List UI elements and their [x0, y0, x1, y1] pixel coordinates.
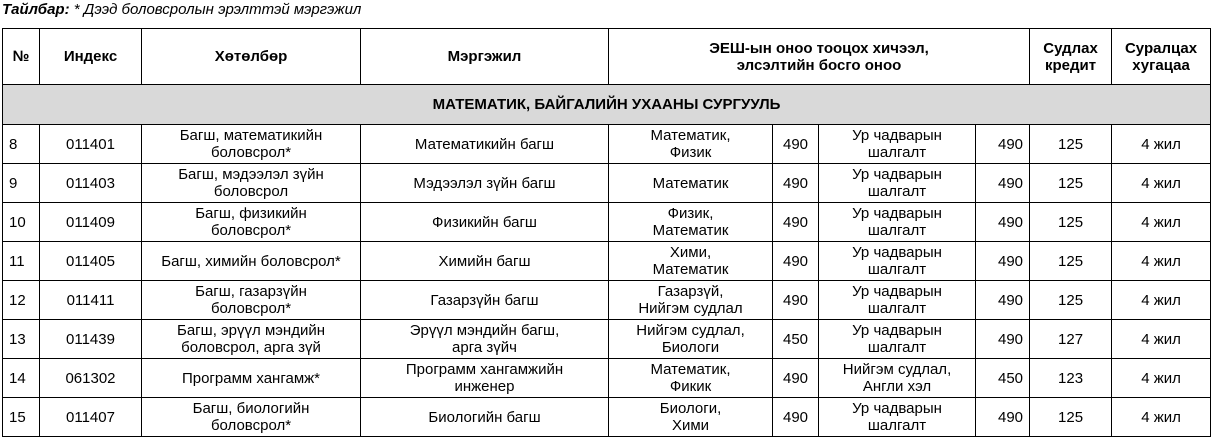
- cell-program: [142, 320, 361, 359]
- cell-skill-score: 490: [976, 281, 1030, 320]
- cell-major-line: Биологийн багш: [428, 408, 541, 426]
- cell-credit: 125: [1030, 242, 1112, 281]
- cell-skill-score: 490: [976, 164, 1030, 203]
- cell-index: 011405: [40, 242, 142, 281]
- cell-major-line: инженер: [454, 378, 515, 395]
- cell-major: [361, 359, 609, 398]
- cell-major-line: Химийн багш: [438, 252, 531, 270]
- cell-skill-subject-line: шалгалт: [867, 261, 927, 278]
- cell-credit: 125: [1030, 203, 1112, 242]
- cell-duration: 4 жил: [1112, 125, 1211, 164]
- cell-exam-subject-line: Газарзүй,: [657, 283, 724, 300]
- cell-exam-subject: [609, 203, 773, 242]
- cell-skill-subject: [819, 281, 976, 320]
- cell-exam-subject-line: Хими: [671, 417, 710, 434]
- table-row: [3, 320, 1211, 359]
- cell-program: [142, 125, 361, 164]
- cell-program-line: боловсрол*: [210, 300, 292, 317]
- header-credit-line1: Судлах: [1043, 39, 1098, 57]
- header-duration-line1: Суралцах: [1124, 39, 1198, 57]
- cell-duration: 4 жил: [1112, 281, 1211, 320]
- header-credit-line2: кредит: [1044, 56, 1097, 74]
- header-major: Мэргэжил: [361, 29, 609, 85]
- cell-index: 061302: [40, 359, 142, 398]
- cell-exam-score: 490: [773, 125, 819, 164]
- cell-program-line: Багш, математикийн: [179, 127, 323, 144]
- header-row: [3, 29, 1211, 85]
- cell-exam-subject-line: Математик: [652, 174, 729, 192]
- cell-program-line: Багш, эрүүл мэндийн: [177, 322, 325, 339]
- cell-exam-score: 490: [773, 164, 819, 203]
- header-index: Индекс: [40, 29, 142, 85]
- cell-major-line: Физикийн багш: [432, 213, 537, 231]
- cell-index: 011439: [40, 320, 142, 359]
- cell-program-line: боловсрол*: [210, 144, 292, 161]
- cell-program-line: Багш, мэдээлэл зүйн: [178, 166, 324, 183]
- cell-program: [142, 242, 361, 281]
- cell-skill-score: 490: [976, 398, 1030, 437]
- cell-skill-subject-line: Англи хэл: [862, 378, 932, 395]
- cell-skill-subject: [819, 359, 976, 398]
- header-exam-line1: ЭЕШ-ын оноо тооцох хичээл,: [709, 39, 929, 57]
- cell-index: 011401: [40, 125, 142, 164]
- cell-program-line: Багш, химийн боловсрол*: [161, 252, 341, 270]
- cell-skill-score: 490: [976, 242, 1030, 281]
- cell-exam-subject: [609, 281, 773, 320]
- cell-exam-subject-line: Математик,: [650, 127, 731, 144]
- cell-exam-subject: [609, 125, 773, 164]
- cell-exam-subject-line: Математик,: [650, 361, 731, 378]
- cell-program-line: Багш, газарзүйн: [195, 283, 307, 300]
- legend-label: Тайлбар:: [2, 1, 70, 18]
- cell-exam-subject: [609, 164, 773, 203]
- cell-exam-subject-line: Математик: [652, 222, 729, 239]
- cell-major-line: Газарзүйн багш: [430, 291, 539, 309]
- cell-credit: 125: [1030, 125, 1112, 164]
- cell-credit: 123: [1030, 359, 1112, 398]
- cell-exam-subject-line: Физик,: [667, 205, 714, 222]
- cell-duration: 4 жил: [1112, 320, 1211, 359]
- header-program: Хөтөлбөр: [142, 29, 361, 85]
- header-duration-line2: хугацаа: [1132, 56, 1190, 74]
- cell-skill-subject-line: Ур чадварын: [852, 244, 942, 261]
- cell-major: [361, 281, 609, 320]
- cell-program-line: боловсрол: [213, 183, 289, 200]
- cell-no: 15: [3, 398, 40, 437]
- cell-program-line: Программ хангамж*: [181, 369, 321, 387]
- cell-index: 011409: [40, 203, 142, 242]
- cell-exam-score: 490: [773, 242, 819, 281]
- cell-skill-subject-line: шалгалт: [867, 339, 927, 356]
- cell-major-line: арга зүйч: [452, 339, 517, 356]
- cell-major-line: Математикийн багш: [414, 135, 555, 153]
- header-duration: [1112, 29, 1211, 85]
- cell-credit: 127: [1030, 320, 1112, 359]
- cell-program: [142, 203, 361, 242]
- cell-exam-subject: [609, 242, 773, 281]
- cell-skill-subject-line: Ур чадварын: [852, 127, 942, 144]
- cell-skill-subject-line: Ур чадварын: [852, 322, 942, 339]
- cell-program-line: боловсрол*: [210, 222, 292, 239]
- header-exam-line2: элсэлтийн босго оноо: [736, 56, 902, 74]
- cell-skill-subject-line: Ур чадварын: [852, 400, 942, 417]
- cell-credit: 125: [1030, 398, 1112, 437]
- cell-skill-subject: [819, 164, 976, 203]
- cell-program-line: боловсрол*: [210, 417, 292, 434]
- cell-exam-score: 450: [773, 320, 819, 359]
- cell-major: [361, 203, 609, 242]
- cell-major-line: Эрүүл мэндийн багш,: [409, 322, 560, 339]
- cell-no: 12: [3, 281, 40, 320]
- cell-skill-subject-line: Нийгэм судлал,: [842, 361, 952, 378]
- cell-credit: 125: [1030, 164, 1112, 203]
- cell-program: [142, 359, 361, 398]
- cell-major: [361, 125, 609, 164]
- cell-index: 011403: [40, 164, 142, 203]
- cell-exam-score: 490: [773, 398, 819, 437]
- table-row: [3, 281, 1211, 320]
- cell-skill-subject: [819, 242, 976, 281]
- cell-program-line: боловсрол, арга зүй: [181, 339, 321, 356]
- cell-skill-subject-line: Ур чадварын: [852, 205, 942, 222]
- cell-skill-subject-line: шалгалт: [867, 417, 927, 434]
- table-row: [3, 203, 1211, 242]
- table-row: [3, 125, 1211, 164]
- cell-exam-subject: [609, 320, 773, 359]
- table-row: [3, 359, 1211, 398]
- cell-duration: 4 жил: [1112, 203, 1211, 242]
- cell-program: [142, 398, 361, 437]
- cell-skill-subject: [819, 125, 976, 164]
- cell-exam-score: 490: [773, 281, 819, 320]
- table-row: [3, 164, 1211, 203]
- cell-exam-subject-line: Нийгэм судлал: [638, 300, 743, 317]
- cell-skill-score: 490: [976, 320, 1030, 359]
- cell-exam-score: 490: [773, 203, 819, 242]
- cell-exam-subject-line: Физик: [669, 144, 712, 161]
- cell-exam-subject: [609, 359, 773, 398]
- section-title: МАТЕМАТИК, БАЙГАЛИЙН УХААНЫ СУРГУУЛЬ: [3, 85, 1211, 125]
- cell-duration: 4 жил: [1112, 242, 1211, 281]
- cell-exam-subject: [609, 398, 773, 437]
- cell-skill-score: 490: [976, 125, 1030, 164]
- cell-skill-subject-line: шалгалт: [867, 300, 927, 317]
- cell-program: [142, 281, 361, 320]
- cell-major: [361, 242, 609, 281]
- cell-index: 011407: [40, 398, 142, 437]
- table-row: [3, 398, 1211, 437]
- cell-exam-subject-line: Фикик: [669, 378, 712, 395]
- cell-index: 011411: [40, 281, 142, 320]
- admission-table: [2, 28, 1211, 437]
- header-no: №: [3, 29, 40, 85]
- cell-duration: 4 жил: [1112, 164, 1211, 203]
- cell-skill-subject-line: шалгалт: [867, 183, 927, 200]
- cell-major: [361, 398, 609, 437]
- header-exam: [609, 29, 1030, 85]
- cell-major-line: Программ хангамжийн: [405, 361, 564, 378]
- cell-credit: 125: [1030, 281, 1112, 320]
- cell-exam-subject-line: Биологи: [661, 339, 720, 356]
- header-credit: [1030, 29, 1112, 85]
- cell-program-line: Багш, биологийн: [192, 400, 310, 417]
- cell-skill-subject-line: Ур чадварын: [852, 166, 942, 183]
- cell-no: 10: [3, 203, 40, 242]
- cell-exam-score: 490: [773, 359, 819, 398]
- cell-no: 13: [3, 320, 40, 359]
- cell-no: 11: [3, 242, 40, 281]
- cell-exam-subject-line: Биологи,: [659, 400, 722, 417]
- cell-program: [142, 164, 361, 203]
- cell-skill-subject: [819, 398, 976, 437]
- cell-skill-subject: [819, 320, 976, 359]
- cell-program-line: Багш, физикийн: [195, 205, 307, 222]
- cell-skill-subject: [819, 203, 976, 242]
- cell-skill-score: 490: [976, 203, 1030, 242]
- cell-major-line: Мэдээлэл зүйн багш: [413, 174, 556, 192]
- cell-skill-score: 450: [976, 359, 1030, 398]
- section-row: [3, 85, 1211, 125]
- cell-skill-subject-line: Ур чадварын: [852, 283, 942, 300]
- legend-note: [2, 0, 361, 22]
- cell-exam-subject-line: Хими,: [669, 244, 712, 261]
- cell-major: [361, 320, 609, 359]
- cell-exam-subject-line: Нийгэм судлал,: [636, 322, 745, 339]
- cell-duration: 4 жил: [1112, 398, 1211, 437]
- cell-major: [361, 164, 609, 203]
- cell-skill-subject-line: шалгалт: [867, 222, 927, 239]
- cell-no: 9: [3, 164, 40, 203]
- table-row: [3, 242, 1211, 281]
- cell-skill-subject-line: шалгалт: [867, 144, 927, 161]
- cell-no: 14: [3, 359, 40, 398]
- cell-duration: 4 жил: [1112, 359, 1211, 398]
- cell-no: 8: [3, 125, 40, 164]
- cell-exam-subject-line: Математик: [652, 261, 729, 278]
- legend-text: * Дээд боловсролын эрэлттэй мэргэжил: [69, 1, 362, 18]
